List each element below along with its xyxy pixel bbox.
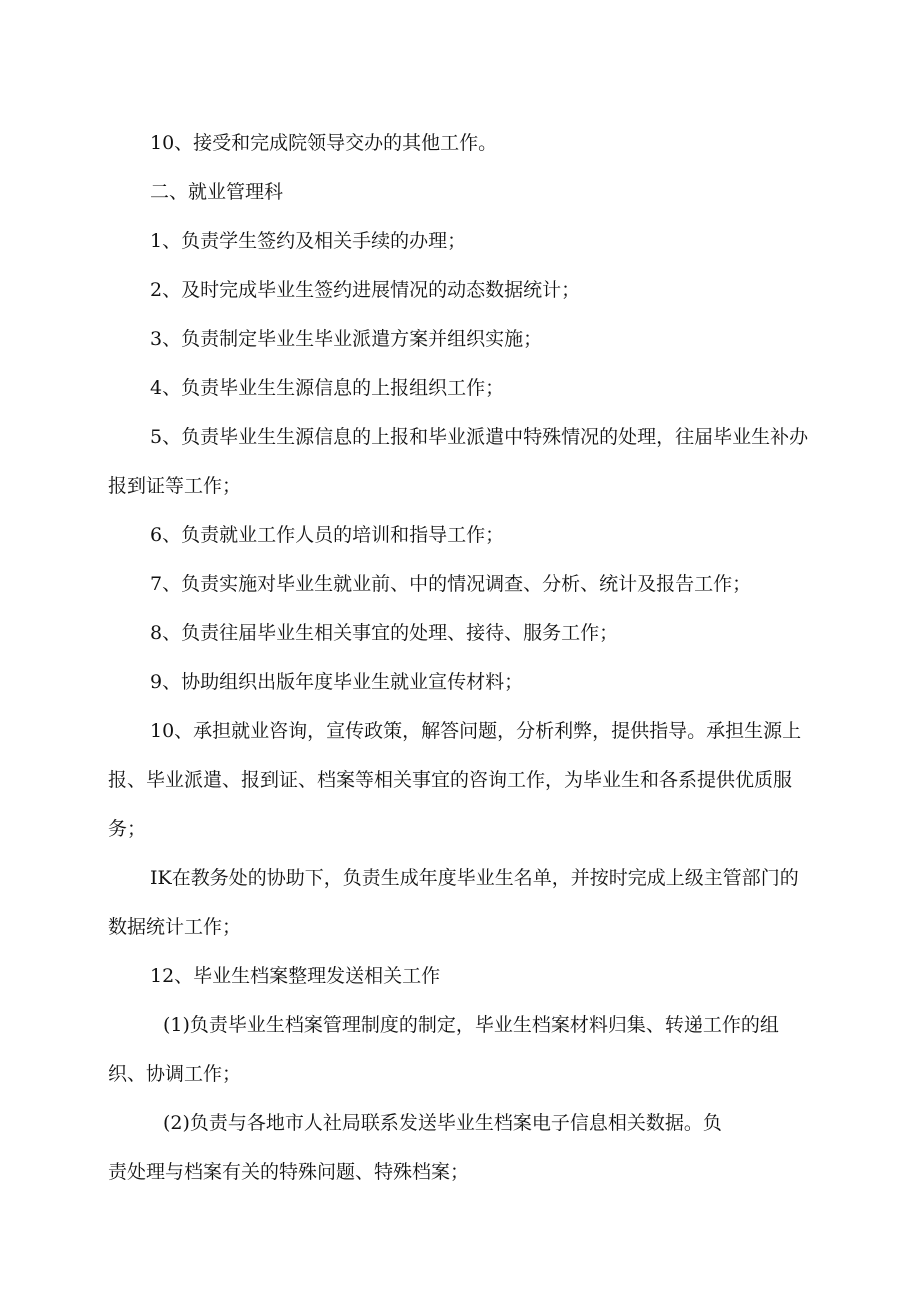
paragraph-item-10: 10、承担就业咨询，宣传政策，解答问题，分析利弊，提供指导。承担生源上报、毕业派遣、报到证、档案等相关事宜的咨询工作，为毕业生和各系提供优质服务； [108, 720, 802, 840]
paragraph-item-11: IK在教务处的协助下，负责生成年度毕业生名单，并按时完成上级主管部门的数据统计工作； [108, 867, 799, 938]
paragraph-item-3: 3、负责制定毕业生毕业派遣方案并组织实施； [150, 328, 543, 350]
section-heading-employment-management: 二、就业管理科 [150, 181, 284, 203]
paragraph-item-4: 4、负责毕业生生源信息的上报组织工作； [150, 377, 505, 399]
paragraph-item-12: 12、毕业生档案整理发送相关工作 [150, 965, 441, 987]
paragraph-item-5: 5、负责毕业生生源信息的上报和毕业派遣中特殊情况的处理，往届毕业生补办报到证等工作； [108, 426, 809, 497]
paragraph-item-7: 7、负责实施对毕业生就业前、中的情况调查、分析、统计及报告工作； [150, 573, 752, 595]
paragraph-item-8: 8、负责往届毕业生相关事宜的处理、接待、服务工作； [150, 622, 619, 644]
paragraph-item-6: 6、负责就业工作人员的培训和指导工作； [150, 524, 505, 546]
paragraph-item-9: 9、协助组织出版年度毕业生就业宣传材料； [150, 671, 524, 693]
paragraph-subitem-2-line-2: 责处理与档案有关的特殊问题、特殊档案； [108, 1161, 470, 1183]
paragraph-subitem-2-line-1: (2)负责与各地市人社局联系发送毕业生档案电子信息相关数据。负 [163, 1112, 722, 1134]
paragraph-item-1: 1、负责学生签约及相关手续的办理； [150, 230, 467, 252]
paragraph-item-10-other-work: 10、接受和完成院领导交办的其他工作。 [150, 132, 498, 154]
paragraph-subitem-1: (1)负责毕业生档案管理制度的制定，毕业生档案材料归集、转递工作的组织、协调工作； [108, 1014, 779, 1085]
paragraph-item-2: 2、及时完成毕业生签约进展情况的动态数据统计； [150, 279, 581, 301]
